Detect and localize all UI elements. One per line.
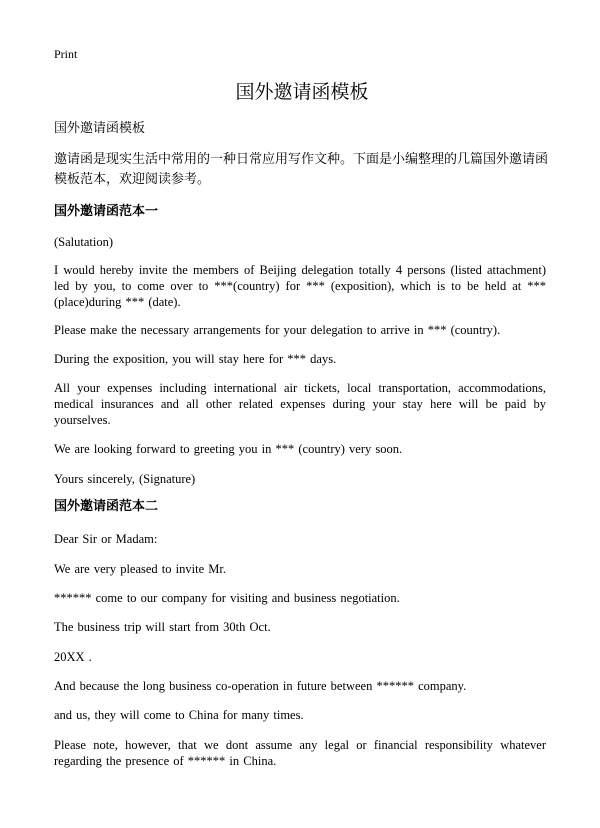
section1-expenses-paragraph: All your expenses including international air tickets, local transportation, accommodations, medical insurances and all other related expenses during your stay here will be paid by yourselves. <box>54 381 546 427</box>
section2-china-paragraph: and us, they will come to China for many times. <box>54 708 304 722</box>
section1-stay-paragraph: During the exposition, you will stay here for *** days. <box>54 352 337 366</box>
section1-salutation: (Salutation) <box>54 235 114 249</box>
section1-heading: 国外邀请函范本一 <box>54 204 159 219</box>
section2-disclaimer-paragraph: Please note, however, that we dont assume any legal or financial responsibility whatever regarding the presence of ****** in China. <box>54 738 546 768</box>
section1-arrangements-paragraph: Please make the necessary arrangements for your delegation to arrive in *** (country). <box>54 323 501 337</box>
section1-greeting-paragraph: We are looking forward to greeting you in *** (country) very soon. <box>54 442 403 456</box>
print-link[interactable]: Print <box>54 47 78 61</box>
intro-paragraph: 邀请函是现实生活中常用的一种日常应用写作文种。下面是小编整理的几篇国外邀请函模板范本，欢迎阅读参考。 <box>54 152 549 187</box>
section2-year-paragraph: 20XX . <box>54 650 92 664</box>
document-title: 国外邀请函模板 <box>235 81 369 103</box>
section1-invitation-paragraph: I would hereby invite the members of Beijing delegation totally 4 persons (listed attachment) led by you, to come over to ***(country) for *** (exposition), which is to be held at *** (place)during *** (date). <box>54 263 546 309</box>
section1-closing: Yours sincerely, (Signature) <box>54 472 196 486</box>
section2-trip-paragraph: The business trip will start from 30th Oct. <box>54 620 271 634</box>
section2-heading: 国外邀请函范本二 <box>54 499 159 514</box>
document-subtitle: 国外邀请函模板 <box>54 121 146 136</box>
section2-cooperation-paragraph: And because the long business co-operation in future between ****** company. <box>54 679 467 693</box>
section2-salutation: Dear Sir or Madam: <box>54 532 158 546</box>
section2-invite-paragraph: We are very pleased to invite Mr. <box>54 562 226 576</box>
section2-visit-paragraph: ****** come to our company for visiting and business negotiation. <box>54 591 400 605</box>
